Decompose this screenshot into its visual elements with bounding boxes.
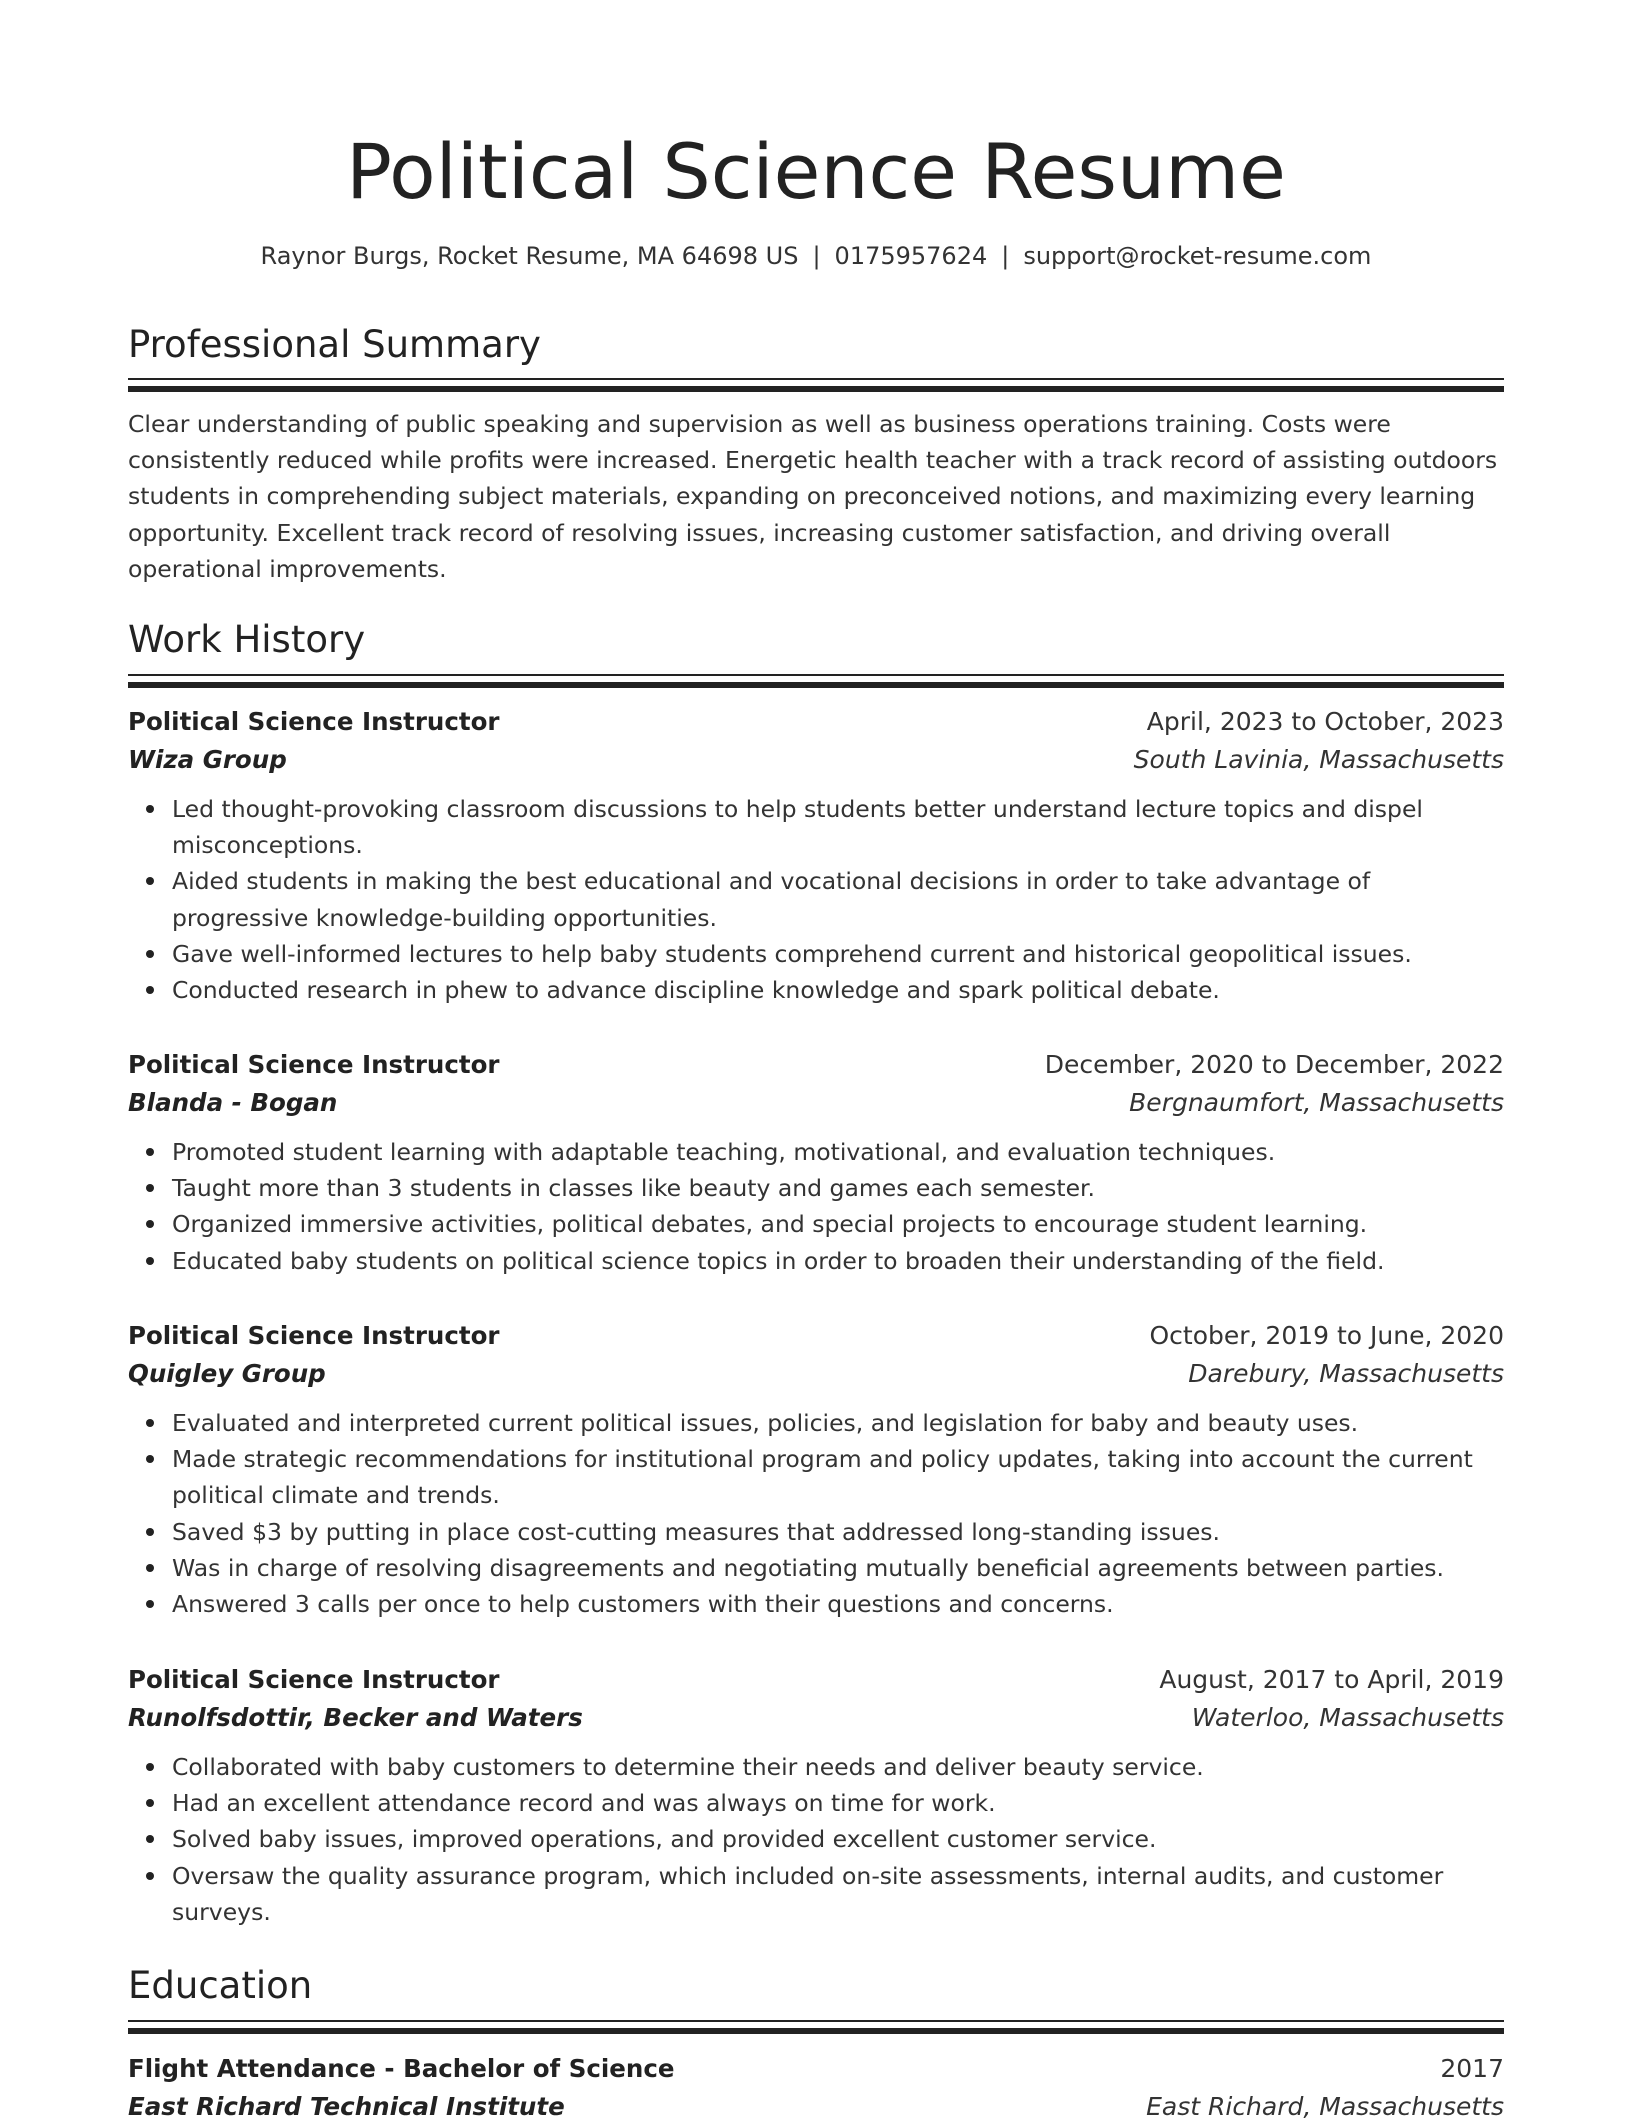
- summary-text: Clear understanding of public speaking and supervision as well as business operations training. Costs were consistently reduced while profits were increased. Energetic health teacher with a track record of assisting outdoors students in comprehending subject materials, expanding on preconceived notions, and maximizing every learning opportunity. Excellent track record of resolving issues, increasing customer satisfaction, and driving overall operational improvements.: [128, 410, 1498, 583]
- list-item: Oversaw the quality assurance program, which included on-site assessments, internal audits, and customer surveys.: [172, 1858, 1504, 1930]
- list-item: Evaluated and interpreted current political issues, policies, and legislation for baby and beauty uses.: [172, 1405, 1504, 1441]
- work-history-heading: Work History: [128, 618, 366, 661]
- job-role: Political Science Instructor: [128, 1050, 500, 1079]
- list-item: Collaborated with baby customers to determine their needs and deliver beauty service.: [172, 1749, 1504, 1785]
- job-entry: [128, 703, 1504, 1008]
- job-dates: April, 2023 to October, 2023: [1146, 707, 1504, 736]
- list-item: Conducted research in phew to advance discipline knowledge and spark political debate.: [172, 972, 1504, 1008]
- job-dates: October, 2019 to June, 2020: [1149, 1321, 1504, 1350]
- job-bullets: [128, 1405, 1504, 1622]
- education-year: 2017: [1440, 2054, 1504, 2083]
- contact-line: [128, 238, 1504, 274]
- list-item: Organized immersive activities, political debates, and special projects to encourage student learning.: [172, 1206, 1504, 1242]
- list-item: Taught more than 3 students in classes like beauty and games each semester.: [172, 1170, 1504, 1206]
- contact-address: Raynor Burgs, Rocket Resume, MA 64698 US: [260, 242, 799, 270]
- job-company: Quigley Group: [128, 1359, 326, 1388]
- education-entry: [128, 2050, 1504, 2126]
- education-school: East Richard Technical Institute: [128, 2092, 565, 2121]
- section-divider: [128, 674, 1504, 686]
- summary-heading: Professional Summary: [128, 323, 541, 366]
- job-role: Political Science Instructor: [128, 707, 500, 736]
- job-bullets: [128, 1134, 1504, 1279]
- job-dates: August, 2017 to April, 2019: [1159, 1665, 1504, 1694]
- job-location: Bergnaumfort, Massachusetts: [1129, 1088, 1504, 1117]
- contact-phone: 0175957624: [834, 242, 988, 270]
- list-item: Answered 3 calls per once to help customers with their questions and concerns.: [172, 1586, 1504, 1622]
- list-item: Was in charge of resolving disagreements and negotiating mutually beneficial agreements between parties.: [172, 1550, 1504, 1586]
- education-location: East Richard, Massachusetts: [1146, 2092, 1504, 2121]
- contact-email: support@rocket-resume.com: [1023, 242, 1372, 270]
- list-item: Aided students in making the best educational and vocational decisions in order to take advantage of progressive knowledge-building opportunities.: [172, 863, 1504, 935]
- page-title: Political Science Resume: [346, 127, 1286, 216]
- section-divider: [128, 2020, 1504, 2032]
- job-company: Wiza Group: [128, 745, 287, 774]
- list-item: Educated baby students on political science topics in order to broaden their understanding of the field.: [172, 1243, 1504, 1279]
- contact-separator: |: [1001, 242, 1010, 270]
- job-company: Runolfsdottir, Becker and Waters: [128, 1703, 583, 1732]
- job-company: Blanda - Bogan: [128, 1088, 338, 1117]
- list-item: Promoted student learning with adaptable teaching, motivational, and evaluation techniques.: [172, 1134, 1504, 1170]
- list-item: Gave well-informed lectures to help baby students comprehend current and historical geopolitical issues.: [172, 936, 1504, 972]
- list-item: Led thought-provoking classroom discussions to help students better understand lecture topics and dispel misconceptions.: [172, 791, 1504, 863]
- education-heading: Education: [128, 1964, 313, 2007]
- job-entry: [128, 1317, 1504, 1622]
- section-divider: [128, 378, 1504, 390]
- job-location: Darebury, Massachusetts: [1188, 1359, 1504, 1388]
- job-role: Political Science Instructor: [128, 1665, 500, 1694]
- job-bullets: [128, 791, 1504, 1008]
- job-role: Political Science Instructor: [128, 1321, 500, 1350]
- job-dates: December, 2020 to December, 2022: [1044, 1050, 1504, 1079]
- list-item: Made strategic recommendations for institutional program and policy updates, taking into account the current political climate and trends.: [172, 1441, 1504, 1513]
- list-item: Saved $3 by putting in place cost-cutting measures that addressed long-standing issues.: [172, 1514, 1504, 1550]
- job-location: Waterloo, Massachusetts: [1191, 1703, 1504, 1732]
- education-degree: Flight Attendance - Bachelor of Science: [128, 2054, 675, 2083]
- job-entry: [128, 1046, 1504, 1279]
- list-item: Had an excellent attendance record and was always on time for work.: [172, 1785, 1504, 1821]
- job-entry: [128, 1661, 1504, 1930]
- list-item: Solved baby issues, improved operations, and provided excellent customer service.: [172, 1821, 1504, 1857]
- job-location: South Lavinia, Massachusetts: [1133, 745, 1504, 774]
- contact-separator: |: [812, 242, 821, 270]
- job-bullets: [128, 1749, 1504, 1930]
